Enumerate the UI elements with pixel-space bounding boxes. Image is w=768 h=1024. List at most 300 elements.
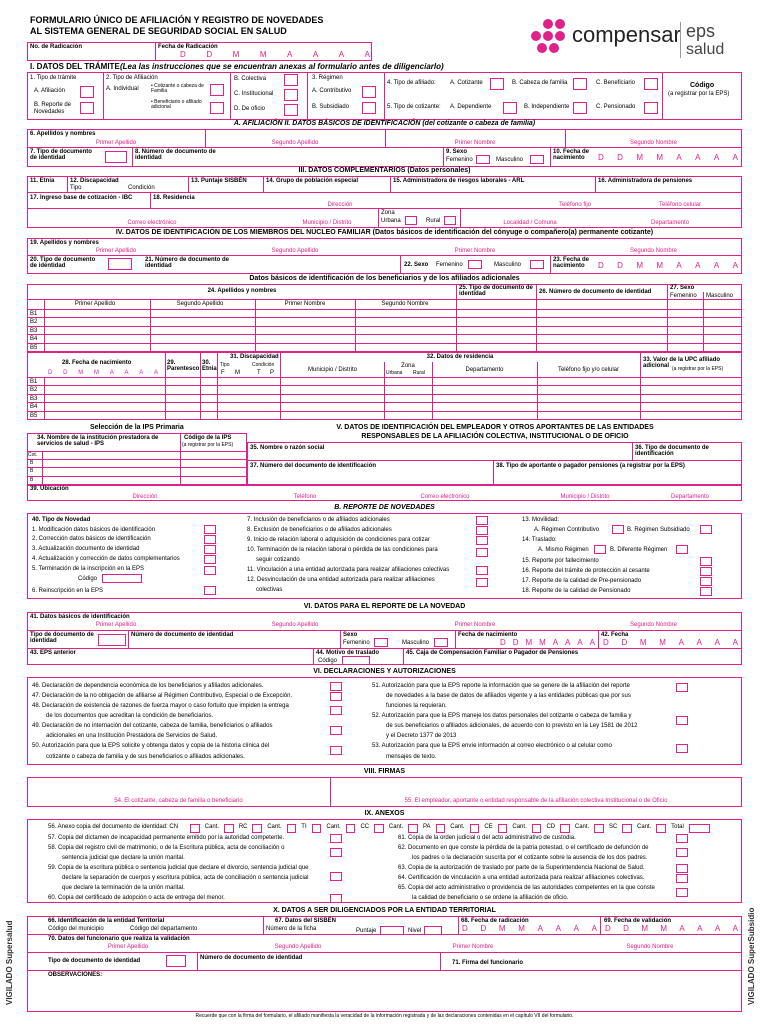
residencia-municipio[interactable]: Municipio / Distrito	[302, 220, 352, 226]
benef-col-sno: Segundo Nombre	[381, 301, 429, 307]
nov-10: 10. Terminación de la relación laboral o pérdida de las condiciones para	[247, 547, 438, 553]
benef-col-pno: Primer Nombre	[284, 301, 326, 307]
nov-9: 9. Inicio de relación laboral o adquisición de condiciones para cotizar	[247, 537, 430, 543]
f9-mas-checkbox[interactable]	[530, 155, 544, 164]
beneficiarios-title: Datos básicos de identificación de los beneficiarios y de los afiliados adicionales	[249, 275, 520, 282]
dec-52-b: de sus beneficiarios o afiliados adicionales, de acuerdo con lo previsto en la Ley 1581 de 2012	[386, 723, 638, 729]
f28-date-letters: D D M M A A A A	[48, 370, 158, 376]
f5-a-label: A. Dependiente	[450, 104, 492, 110]
anexo-61-checkbox[interactable]	[676, 834, 688, 843]
nov-13-a: A. Régimen Contributivo	[534, 527, 600, 533]
f31-f: F	[221, 370, 225, 376]
f42-date[interactable]: D D M M A A A A	[603, 638, 738, 647]
benef2-row-b4: B4	[30, 404, 38, 410]
section-5-title-b: RESPONSABLES DE LA AFILIACIÓN COLECTIVA, INSTITUCIONAL O DE OFICIO	[361, 433, 629, 440]
f3-contr-label: A. Contributivo	[312, 88, 352, 94]
anexo-59: 59. Copia de la escritura pública o sentencia judicial que declare el divorcio, sentencia judicial que	[48, 865, 309, 871]
dec-53-b: mensajes de texto.	[386, 754, 437, 760]
section-1-note: (Lea las instrucciones que se encuentran anexas al formulario antes de diligenciarlo)	[120, 62, 444, 71]
f41-label: 41. Datos básicos de identificación	[30, 614, 130, 620]
anexo-65-b: la calidad de beneficiario o se ordene la afiliación de oficio.	[412, 895, 569, 901]
f3-subs-label: B. Subsidiado	[312, 104, 350, 110]
benef-row-b1: B1	[30, 311, 38, 317]
dec-49: 49. Declaración de no internación del cotizante, cabeza de familia, beneficiarios o afiliados	[32, 723, 273, 729]
f2-ben-checkbox[interactable]	[210, 102, 224, 114]
f45-label: 45. Caja de Compensación Familiar o Pagador de Pensiones	[406, 650, 579, 656]
f13-label: 13. Puntaje SISBÉN	[191, 178, 247, 184]
f2-inst-label: C. Institucional	[234, 91, 274, 97]
firma-cotizante[interactable]: 54. El cotizante, cabeza de familia o beneficiario	[114, 798, 243, 804]
nov-1: 1. Modificación datos básicos de identificación	[32, 527, 156, 533]
f66-mun: Código del municipio	[48, 926, 104, 932]
anexo-63: 63. Copia de la autorización de traslado por parte de la Superintendencia Nacional de Salud.	[398, 865, 645, 871]
residencia-localidad[interactable]: Localidad / Comuna	[503, 220, 557, 226]
section-10-title: X. DATOS A SER DILIGENCIADOS POR LA ENTIDAD TERRITORIAL	[273, 907, 496, 914]
nov-13: 13. Movilidad:	[522, 517, 560, 523]
nov-18-checkbox[interactable]	[700, 587, 712, 596]
nov-6: 6. Reinscripción en la EPS	[32, 588, 104, 594]
fecha-radicacion-letters[interactable]: D D M M A A A A	[180, 50, 370, 59]
zona-urbana: Urbana	[381, 218, 401, 224]
zona-rural-checkbox[interactable]	[444, 216, 456, 225]
dec-53-checkbox[interactable]	[676, 744, 688, 753]
anexo-60: 60. Copia del certificado de adopción o acta de entrega del menor.	[48, 895, 225, 901]
f9-fem-label: Femenino	[446, 157, 473, 163]
f41-segundo-nombre[interactable]: Segundo Nombre	[629, 622, 678, 628]
form-title: FORMULARIO ÚNICO DE AFILIACIÓN Y REGISTRO DE NOVEDADES	[30, 15, 324, 25]
nov-10-checkbox[interactable]	[476, 548, 488, 557]
f70-tipo-doc-input[interactable]	[166, 955, 186, 967]
anexo-62-b: los padres o la declaración suscrita por el cotizante sobre la ausencia de los dos padres.	[412, 855, 648, 861]
ips-code-label: Código de la IPS	[184, 435, 232, 441]
f2-ofi-checkbox[interactable]	[284, 104, 298, 116]
f10-label: 10. Fecha de nacimiento	[553, 149, 590, 161]
f3-contr-checkbox[interactable]	[362, 86, 376, 98]
f32-urbana: Urbana	[386, 370, 403, 376]
residencia-tel-fijo[interactable]: Teléfono fijo	[558, 202, 592, 208]
nov-7-checkbox[interactable]	[476, 516, 488, 525]
f19-label: 19. Apellidos y nombres	[30, 240, 99, 246]
f2-cot-checkbox[interactable]	[210, 84, 224, 96]
benef-row-b5: B5	[30, 345, 38, 351]
f39-telefono[interactable]: Teléfono	[293, 494, 317, 500]
benef2-row-b2: B2	[30, 387, 38, 393]
ips-row-b3: B	[30, 477, 34, 483]
nov-16-checkbox[interactable]	[700, 567, 712, 576]
anexo-58: 58. Copia del registro civil de matrimonio, o de la Escritura pública, acta de conciliación o	[48, 845, 285, 851]
f15-label: 15. Administradora de riesgos laborales - ARL	[393, 178, 525, 184]
residencia-correo[interactable]: Correo electrónico	[127, 220, 177, 226]
nov-5-codigo: Código	[78, 576, 98, 582]
f41-primer-nombre[interactable]: Primer Nombre	[454, 622, 496, 628]
f69-label: 69. Fecha de validación	[604, 918, 672, 924]
brand-salud: salud	[686, 41, 725, 58]
nov-13-b-checkbox[interactable]	[700, 525, 712, 534]
nov-8-checkbox[interactable]	[476, 526, 488, 535]
brand-name: compensar	[572, 22, 681, 47]
f41-fnac: Fecha de nacimiento	[458, 632, 518, 638]
f39-correo[interactable]: Correo electrónico	[420, 494, 470, 500]
anexo-64: 64. Certificación de vinculación a una entidad autorizada para realizar afiliaciones colectivas.	[398, 875, 645, 881]
dec-52-c: y el Decreto 1377 de 2013	[386, 733, 457, 739]
novedades-title: B. REPORTE DE NOVEDADES	[334, 504, 435, 511]
f32-municipio: Municipio / Distrito	[307, 367, 357, 373]
section-8-title: VIII. FIRMAS	[363, 768, 406, 775]
nov-15-checkbox[interactable]	[700, 557, 712, 566]
nov-5-checkbox[interactable]	[204, 566, 216, 575]
nov-17-checkbox[interactable]	[700, 577, 712, 586]
f19-segundo-apellido[interactable]: Segundo Apellido	[271, 248, 319, 254]
f41-tipo-doc-input[interactable]	[98, 634, 126, 646]
f27-fem: Femenino	[670, 293, 697, 299]
nov-2: 2. Corrección datos básicos de identificación	[32, 536, 151, 542]
dec-51-c: funciones la requieran.	[386, 703, 447, 709]
f1-label: 1. Tipo de trámite	[30, 75, 77, 81]
benef-col-sap: Segundo Apellido	[176, 301, 224, 307]
form-subtitle: AL SISTEMA GENERAL DE SEGURIDAD SOCIAL EN SALUD	[30, 26, 287, 36]
f14-label: 14. Grupo de población especial	[266, 178, 359, 184]
f23-date[interactable]: D D M M A A A A	[598, 261, 738, 270]
dec-48-checkbox[interactable]	[330, 706, 342, 715]
f31-t: T	[257, 370, 261, 376]
ips-row-b2: B	[30, 468, 34, 474]
zona-label: Zona	[381, 210, 395, 216]
f8-label: 8. Número de documento de identidad	[135, 149, 216, 161]
f1-a-checkbox[interactable]	[80, 86, 94, 98]
nov-8: 8. Exclusión de beneficiarios o de afiliados adicionales	[247, 527, 392, 533]
dec-49-b: adicionales en una Institución Prestadora de Servicios de Salud.	[46, 733, 218, 739]
f39-direccion[interactable]: Dirección	[132, 494, 158, 500]
nov-3-checkbox[interactable]	[204, 545, 216, 554]
f19-primer-apellido[interactable]: Primer Apellido	[95, 248, 137, 254]
dec-47: 47. Declaración de la no obligación de afiliarse al Régimen Contributivo, Especial o de Excepción.	[32, 693, 293, 699]
f4-a-checkbox[interactable]	[490, 78, 504, 90]
f2-ofi-label: D. De oficio	[234, 106, 266, 112]
f29-label: 29. Parentesco	[167, 360, 200, 372]
f36-label: 36. Tipo de documento de identificación	[635, 445, 709, 457]
f34-label: 34. Nombre de la institución prestadora de servicios de salud - IPS	[37, 435, 159, 447]
f28-label: 28. Fecha de nacimiento	[62, 360, 132, 366]
nov-14: 14. Traslado:	[522, 537, 557, 543]
nov-12-b: colectivas	[256, 587, 283, 593]
dec-48: 48. Declaración de existencia de razones de fuerza mayor o caso fortuito que impiden la entrega	[32, 703, 289, 709]
f39-label: 39. Ubicación	[30, 486, 69, 492]
f39-municipio[interactable]: Municipio / Distrito	[560, 494, 610, 500]
anexo-59-checkbox[interactable]	[330, 872, 342, 881]
f12-cond: Condición	[128, 185, 155, 191]
fecha-radicacion-label: Fecha de Radicación	[158, 44, 218, 50]
f66-label: 66. Identificación de la entidad Territorial	[48, 918, 165, 924]
f2-col-checkbox[interactable]	[284, 74, 298, 86]
nov-11: 11. Vinculación a una entidad autorizada para realizar afiliaciones colectivas	[247, 567, 450, 573]
section-9-title: IX. ANEXOS	[364, 810, 405, 817]
nov-14-b: B. Diferente Régimen	[610, 547, 668, 553]
f6-label: 6. Apellidos y nombres	[30, 131, 96, 137]
f22-label: 22. Sexo	[404, 262, 429, 268]
f19-segundo-nombre[interactable]: Segundo Nombre	[629, 248, 678, 254]
f41-fem-checkbox[interactable]	[374, 638, 388, 647]
dec-50-b: cotizante o cabeza de familia y de sus beneficiarios o afiliados adicionales.	[46, 754, 245, 760]
section-7-title: VI. DECLARACIONES Y AUTORIZACIONES	[313, 668, 456, 675]
f24-label: 24. Apellidos y nombres	[207, 288, 277, 294]
f1-b-checkbox[interactable]	[80, 102, 94, 114]
f67-label: 67. Datos del SISBÉN	[275, 918, 337, 924]
f67-nivel: Nivel	[408, 928, 422, 934]
anexo-59-b: declare la separación de cuerpos y escritura pública, acta de conciliación o sentencia judicial	[62, 875, 309, 881]
f33-label: 33. Valor de la UPC afiliado adicional	[643, 357, 721, 369]
f3-label: 3. Régimen	[312, 75, 343, 81]
benef2-row-b1: B1	[30, 379, 38, 385]
f4-a-label: A. Cotizante	[450, 80, 483, 86]
vigilado-supersalud-label: VIGILADO Supersalud	[5, 920, 14, 1005]
benef-row-b3: B3	[30, 328, 38, 334]
f4-c-label: C. Beneficiario	[596, 80, 636, 86]
dec-52-checkbox[interactable]	[676, 716, 688, 725]
f6-primer-nombre[interactable]: Primer Nombre	[454, 140, 496, 146]
firma-empleador[interactable]: 55. El empleador, aportante o entidad responsable de la afiliación colectiva Institucional o de Oficio	[404, 798, 668, 804]
f41-mas-checkbox[interactable]	[434, 638, 448, 647]
f32-departamento: Departamento	[465, 367, 504, 373]
nov-14-a: A. Mismo Régimen	[538, 547, 589, 553]
f5-b-checkbox[interactable]	[573, 102, 587, 114]
ips-row-cot: Cot.	[28, 452, 38, 458]
anexo-58-checkbox[interactable]	[330, 848, 342, 857]
dec-51: 51. Autorización para que la EPS reporte la información que se genere de la afiliación del reporte	[372, 683, 630, 689]
f41-segundo-apellido[interactable]: Segundo Apellido	[271, 622, 319, 628]
f5-c-label: C. Pensionado	[596, 104, 636, 110]
f31-m: M	[235, 370, 240, 376]
f20-input[interactable]	[108, 258, 132, 270]
nov-14-a-checkbox[interactable]	[594, 545, 606, 554]
f25-label: 25. Tipo de documento de identidad	[459, 285, 533, 297]
f31-cond: Condición	[252, 362, 275, 368]
f6-segundo-apellido[interactable]: Segundo Apellido	[271, 140, 319, 146]
vigilado-supersubsidio-label: VIGILADO SuperSubsidio	[747, 907, 756, 1005]
section-6-title: VI. DATOS PARA EL REPORTE DE LA NOVEDAD	[303, 603, 466, 610]
dec-46-checkbox[interactable]	[330, 682, 342, 691]
nov-3: 3. Actualización documento de identidad	[32, 546, 140, 552]
f30-label: 30. Etnia	[202, 360, 217, 372]
nov-4: 4. Actualización y corrección de datos complementarios	[32, 556, 180, 562]
section-5-title-a: V. DATOS DE IDENTIFICACIÓN DEL EMPLEADOR Y OTROS APORTANTES DE LAS ENTIDADES	[336, 424, 654, 431]
f18-label: 18. Residencia	[153, 195, 195, 201]
f27-mas: Masculino	[706, 293, 734, 299]
ips-code-sublabel: (a registrar por la EPS)	[182, 442, 234, 448]
footer-note: Recuerde que con la firma del formulario, el afiliado manifiesta la veracidad de la información registrada y de las declaraciones contenidas en el capítulo VII del formulario.	[195, 1013, 574, 1019]
f69-date[interactable]: D D M M A A A A	[605, 924, 738, 933]
anexo-57: 57. Copia del dictamen de incapacidad permanente emitido por la autoridad competente.	[48, 835, 285, 841]
f2-inst-checkbox[interactable]	[284, 89, 298, 101]
f4-b-checkbox[interactable]	[573, 78, 587, 90]
f71-label: 71. Firma del funcionario	[452, 960, 524, 966]
f32-telefono: Teléfono fijo y/o celular	[557, 367, 620, 373]
nov-17: 17. Reporte de la calidad de Pre-pensionado	[522, 578, 642, 584]
f1-a-label: A. Afiliación	[34, 88, 66, 94]
f7-input[interactable]	[105, 151, 127, 163]
f33-sublabel: (a registrar por la EPS)	[672, 366, 724, 372]
nov-12: 12. Desvinculación de una entidad autorizada para realizar afiliaciones	[247, 577, 435, 583]
f12-tipo: Tipo	[70, 185, 82, 191]
f42-label: 42. Fecha	[601, 632, 629, 638]
dec-50: 50. Autorización para que la EPS solicite y obtenga datos y copia de la historia clínica del	[32, 743, 270, 749]
dec-48-b: de los documentos que acreditan la condición de beneficiarios.	[46, 713, 214, 719]
benef2-row-b3: B3	[30, 396, 38, 402]
nov-2-checkbox[interactable]	[204, 535, 216, 544]
f32-label: 32. Datos de residencia	[426, 354, 494, 360]
anexo-57-checkbox[interactable]	[330, 834, 342, 843]
residencia-direccion[interactable]: Dirección	[327, 202, 353, 208]
f32-rural: Rural	[413, 370, 425, 376]
f9-mas-label: Masculino	[496, 157, 524, 163]
nov-5-codigo-input[interactable]	[102, 574, 142, 583]
anexo-58-b: sentencia judicial que declare la unión marital.	[62, 855, 185, 861]
anexo-60-checkbox[interactable]	[330, 894, 342, 903]
f2-label: 2. Tipo de Afiliación	[106, 75, 158, 81]
f23-label: 23. Fecha de nacimiento	[553, 257, 590, 269]
f70-label: 70. Datos del funcionario que realiza la validación	[48, 936, 190, 942]
f41-fnac-date[interactable]: D D M M A A A A	[500, 638, 595, 647]
f2-col-label: B. Colectiva	[234, 76, 267, 82]
f44-label: 44. Motivo de traslado	[316, 650, 380, 656]
nov-5: 5. Terminación de la inscripción en la EPS	[32, 566, 144, 572]
benef-row-b4: B4	[30, 336, 38, 342]
f70-primer-nombre[interactable]: Primer Nombre	[452, 944, 494, 950]
nov-15: 15. Reporte por fallecimiento	[522, 558, 599, 564]
radicacion-label: No. de Radicación	[30, 44, 83, 50]
nov-14-b-checkbox[interactable]	[676, 545, 688, 554]
f70-tipo-doc: Tipo de documento de identidad	[48, 958, 141, 964]
f35-label: 35. Nombre o razón social	[250, 445, 325, 451]
anexo-61: 61. Copia de la orden judicial o del acto administrativo de custodia.	[398, 835, 576, 841]
f22-fem-checkbox[interactable]	[468, 260, 482, 269]
f44-codigo-input[interactable]	[342, 656, 370, 665]
f27-label: 27. Sexo	[670, 285, 695, 291]
observaciones-label: OBSERVACIONES:	[48, 972, 103, 978]
f9-label: 9. Sexo	[446, 149, 468, 155]
nov-7: 7. Inclusión de beneficiarios o de afiliados adicionales	[247, 517, 390, 523]
f2-ind-label: A. Individual	[106, 86, 139, 92]
f40-label: 40. Tipo de Novedad	[32, 517, 91, 523]
anexo-65: 65. Copia del acto administrativo o providencia de las autoridades competentes en la que conste	[398, 885, 655, 891]
f21-label: 21. Número de documento de identidad	[145, 257, 230, 269]
benef2-row-b5: B5	[30, 413, 38, 419]
dec-53: 53. Autorización para que la EPS envíe información al correo electrónico o al celular como	[372, 743, 612, 749]
residencia-tel-cel[interactable]: Teléfono celular	[658, 202, 702, 208]
f37-label: 37. Número del documento de identificación	[250, 463, 377, 469]
f70-segundo-apellido[interactable]: Segundo Apellido	[274, 944, 322, 950]
f16-label: 16. Administradora de pensiones	[598, 178, 693, 184]
f1-b-label: B. Reporte de Novedades	[34, 102, 72, 115]
f4-c-checkbox[interactable]	[644, 78, 658, 90]
compensar-logo-icon	[528, 18, 574, 56]
nov-1-checkbox[interactable]	[204, 525, 216, 534]
f70-num-doc: Número de documento de identidad	[200, 955, 303, 961]
codigo-eps-label: Código	[690, 82, 715, 89]
f6-segundo-nombre[interactable]: Segundo Nombre	[629, 140, 678, 146]
anexo-62-checkbox[interactable]	[676, 848, 688, 857]
f10-date[interactable]: D D M M A A A A	[598, 153, 738, 162]
f41-primer-apellido[interactable]: Primer Apellido	[95, 622, 137, 628]
nov-4-checkbox[interactable]	[204, 555, 216, 564]
f5-a-checkbox[interactable]	[503, 102, 517, 114]
f41-sexo: Sexo	[343, 632, 358, 638]
f17-label: 17. Ingreso base de cotización - IBC	[30, 195, 133, 201]
f70-primer-apellido[interactable]: Primer Apellido	[107, 944, 149, 950]
benef-row-b2: B2	[30, 319, 38, 325]
f9-fem-checkbox[interactable]	[476, 155, 490, 164]
nov-12-checkbox[interactable]	[476, 578, 488, 587]
f4-label: 4. Tipo de afiliado:	[387, 80, 436, 86]
f22-mas: Masculino	[494, 262, 522, 268]
f5-c-checkbox[interactable]	[644, 102, 658, 114]
nov-9-checkbox[interactable]	[476, 536, 488, 545]
f66-dep: Código del departamento	[130, 926, 198, 932]
f4-b-label: B. Cabeza de familia	[512, 80, 568, 86]
f22-mas-checkbox[interactable]	[530, 260, 544, 269]
dec-51-checkbox[interactable]	[676, 683, 688, 692]
anexo-64-checkbox[interactable]	[676, 874, 688, 883]
anexo-62: 62. Documento en que conste la pérdida de la patria potestad, o el certificado de defunción de	[398, 845, 649, 851]
anexo-63-checkbox[interactable]	[676, 864, 688, 873]
nov-6-checkbox[interactable]	[204, 586, 216, 595]
dec-50-checkbox[interactable]	[330, 746, 342, 755]
nov-13-a-checkbox[interactable]	[612, 525, 624, 534]
f20-label: 20. Tipo de documento de identidad	[30, 257, 96, 269]
codigo-eps-sublabel: (a registrar por la EPS)	[668, 91, 730, 97]
f68-date[interactable]: D D M M A A A A	[462, 924, 597, 933]
f31-tipo: Tipo	[220, 362, 230, 368]
f3-subs-checkbox[interactable]	[362, 102, 376, 114]
anexo-59-c: que declare la terminación de la unión marital.	[62, 885, 185, 891]
zona-rural: Rural	[426, 218, 441, 224]
nov-11-checkbox[interactable]	[476, 566, 488, 575]
anexo-56-docs: Cant. RC Cant. TI Cant. CC Cant. PA Cant. CE Cant. CD Cant. SC Cant. Total	[190, 824, 710, 833]
dec-49-checkbox[interactable]	[330, 726, 342, 735]
f12-label: 12. Discapacidad	[70, 178, 119, 184]
zona-urbana-checkbox[interactable]	[405, 216, 417, 225]
f26-label: 26. Número de documento de identidad	[539, 289, 652, 295]
anexo-65-checkbox[interactable]	[676, 888, 688, 897]
nov-13-b: B. Régimen Subsidiado	[627, 527, 690, 533]
f67-ficha: Número de la ficha	[266, 926, 317, 932]
f44-codigo: Código	[318, 658, 338, 664]
f43-label: 43. EPS anterior	[30, 650, 77, 656]
f2-cot-label: • Cotizante o cabeza de Familia	[151, 83, 204, 94]
f32-zona: Zona	[401, 363, 415, 369]
f6-primer-apellido[interactable]: Primer Apellido	[95, 140, 137, 146]
f39-departamento[interactable]: Departamento	[670, 494, 710, 500]
declaraciones-box	[27, 677, 742, 765]
dec-47-checkbox[interactable]	[330, 692, 342, 701]
dec-52: 52. Autorización para que la EPS maneje los datos personales del cotizante o cabeza de familia y	[372, 713, 632, 719]
section-1-title: I. DATOS DEL TRÁMITE	[30, 62, 120, 71]
nov-10-b: seguir cotizando	[256, 557, 300, 563]
residencia-departamento[interactable]: Departamento	[650, 220, 690, 226]
f2-ben-label: • Beneficiario o afiliado adicional	[151, 99, 202, 110]
nov-18: 18. Reporte de la calidad de Pensionado	[522, 588, 631, 594]
f31-label: 31. Discapacidad	[230, 354, 279, 360]
ips-row-b1: B	[30, 460, 34, 466]
section-3-title: III. DATOS COMPLEMENTARIOS (Datos personales)	[298, 167, 471, 174]
section-2-title: A. AFILIACIÓN II. DATOS BÁSICOS DE IDENTIFICACIÓN (del cotizante o cabeza de familia)	[233, 120, 536, 127]
f70-segundo-nombre[interactable]: Segundo Nombre	[626, 944, 674, 950]
f11-label: 11. Etnia	[30, 178, 55, 184]
f38-label: 38. Tipo de aportante o pagador pensiones (a registrar por la EPS)	[496, 463, 685, 469]
f41-num-doc: Número de documento de identidad	[131, 632, 234, 638]
f19-primer-nombre[interactable]: Primer Nombre	[454, 248, 496, 254]
f22-fem: Femenino	[436, 262, 463, 268]
f7-label: 7. Tipo de documento de identidad	[30, 149, 92, 161]
